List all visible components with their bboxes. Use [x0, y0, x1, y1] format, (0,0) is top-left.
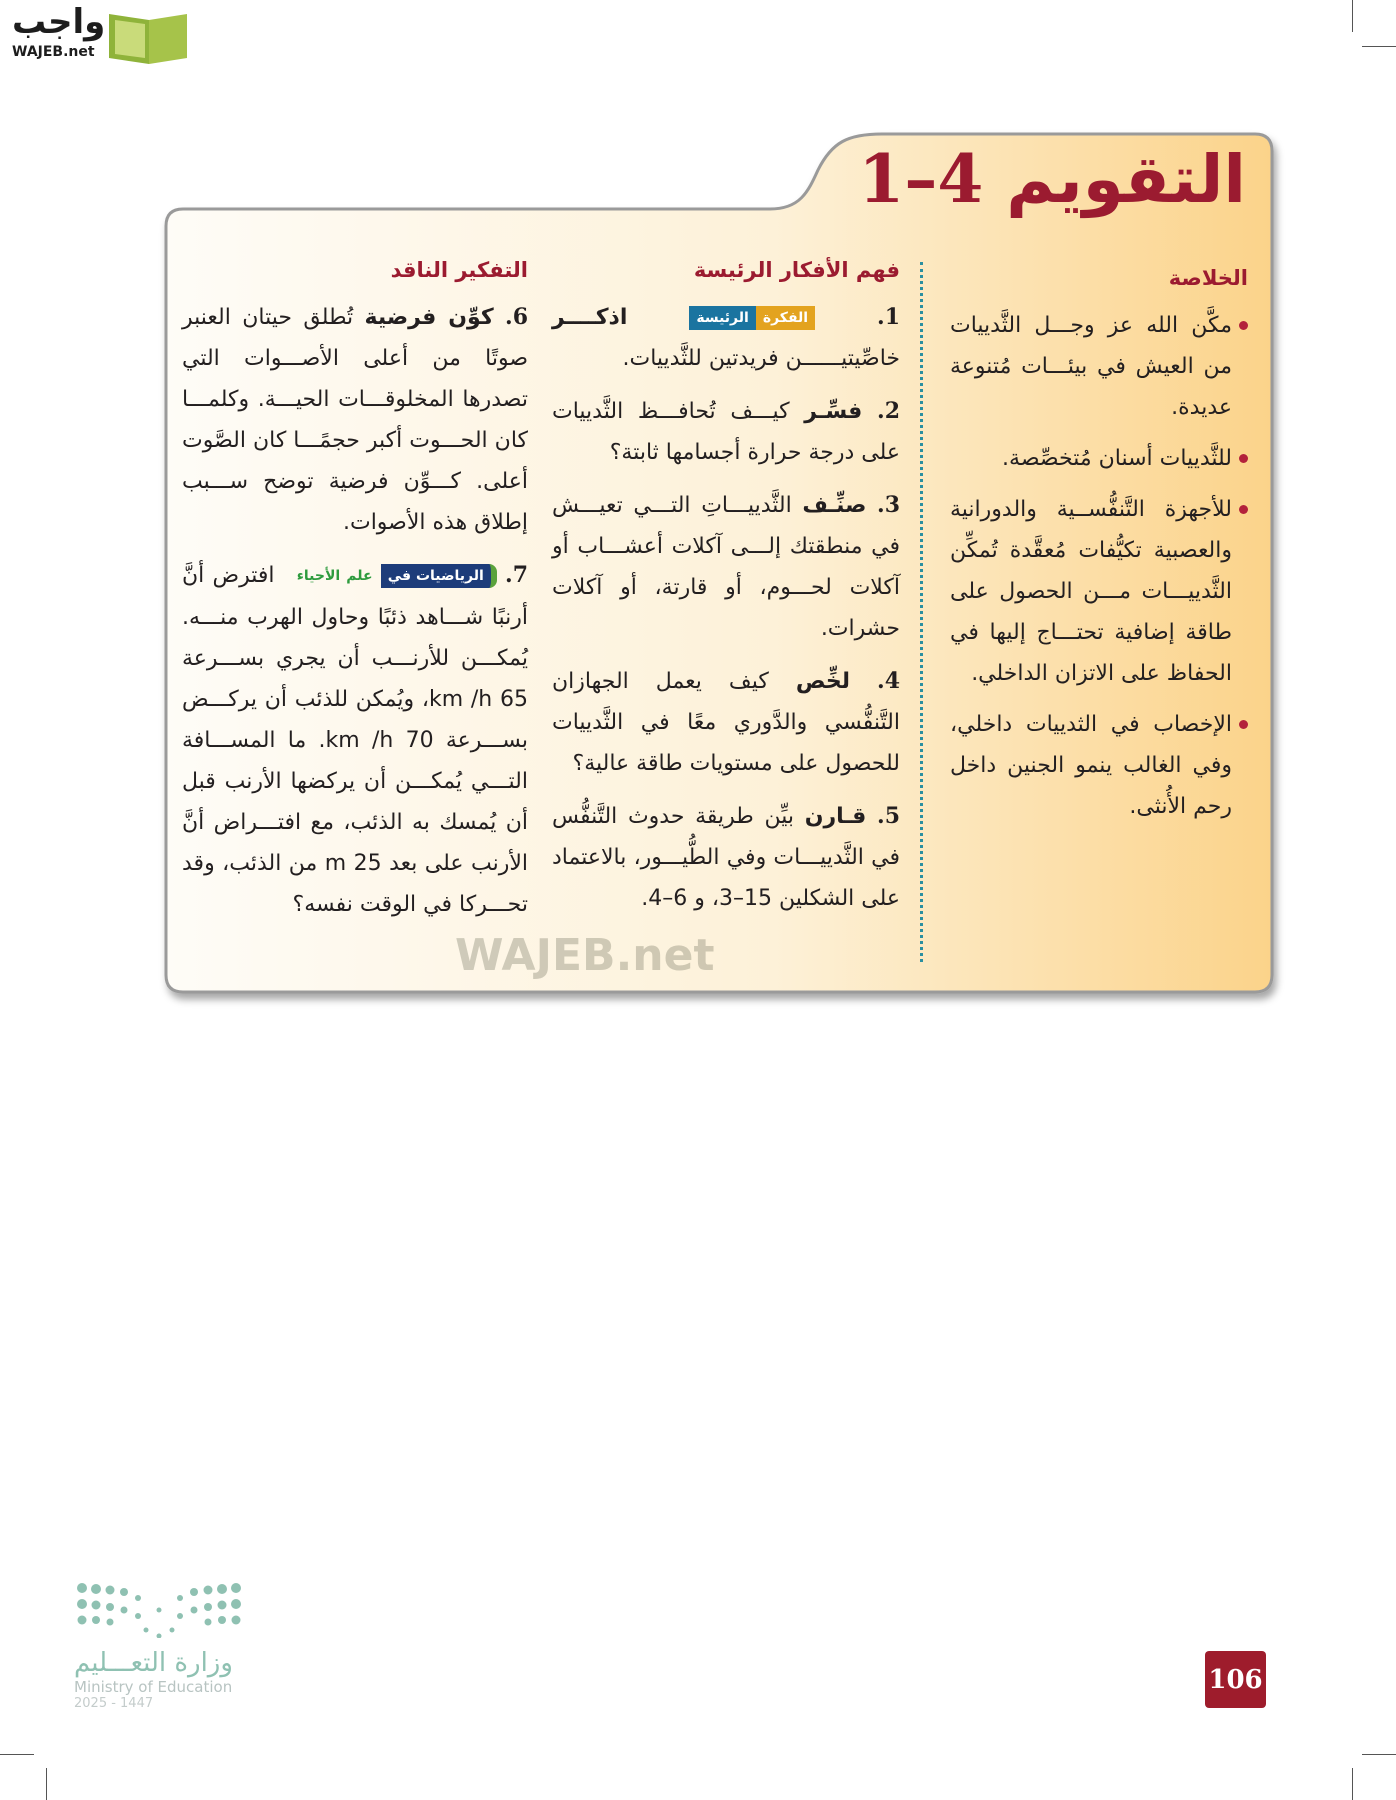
question-2: 2. فسِّـر كيـــف تُحافـــظ الثَّدييات على درجة حرارة أجسامها ثابتة؟: [552, 398, 900, 465]
bullet-icon: [1239, 454, 1248, 463]
summary-item: الإخصاب في الثدييات داخلي، وفي الغالب ينمو الجنين داخل رحم الأُنثى.: [950, 704, 1248, 827]
ministry-name-ar: وزارة التعـــليم: [74, 1648, 233, 1678]
summary-column: [950, 258, 1248, 837]
logo-arabic: واجب: [12, 2, 106, 42]
ministry-dots-icon: [74, 1580, 244, 1638]
critical-thinking-heading: التفكير الناقد: [390, 258, 528, 282]
summary-item: للثَّدييات أسنان مُتخصِّصة.: [950, 438, 1248, 479]
critical-thinking-column: [182, 250, 528, 937]
section-title: [858, 140, 1246, 218]
math-in-biology-badge: الرياضيات في: [381, 564, 497, 588]
crop-mark: [0, 1754, 34, 1755]
logo-latin: WAJEB.net: [12, 44, 95, 60]
page-number: 106: [1205, 1651, 1266, 1708]
question-1: 1. الفكرةالرئيسة اذكــــر خاصِّيتيــــــن فريدتين للثَّدييات.: [552, 304, 901, 371]
question-6: 6. كوِّن فرضية تُطلق حيتان العنبر صوتًا من أعلى الأصـــوات التي تصدرها المخلوقـــات الحيـــة. وكلمـــا كان الحـــوت أكبر حجمًـــا كان الصَّوت أعلى. كـــوِّن فرضية توضح ســـبب إطلاق هذه الأصوات.: [182, 304, 529, 535]
question-7: 7. الرياضيات في علم الأحياء افترض أنَّ أرنبًا شـــاهد ذئبًا وحاول الهرب منـــه. يُمكـــن للأرنـــب أن يجري بســـرعة 65 km /h، ويُمكن للذئب أن يركـــض بســـرعة 70 km /h. ما المســـافة التـــي يُمكـــن أن يركضها الأرنب قبل أن يُمسك به الذئب، مع افتـــراض أنَّ الأرنب على بعد 25 m من الذئب، وقد تحـــركا في الوقت نفسه؟: [182, 562, 529, 917]
main-ideas-column: [552, 250, 900, 931]
column-divider: [920, 262, 923, 962]
main-idea-badge: الفكرة: [756, 306, 815, 330]
bullet-icon: [1239, 505, 1248, 514]
edition-year: 2025 - 1447: [74, 1696, 154, 1711]
ministry-logo: [74, 1580, 254, 1711]
summary-item: مكَّن الله عز وجـــل الثَّدييات من العيش في بيئـــات مُتنوعة عديدة.: [950, 305, 1248, 428]
main-ideas-heading: فهم الأفكار الرئيسة: [693, 258, 900, 282]
summary-item: للأجهزة التَّنفُّســية والدورانية والعصبية تكيُّفات مُعقَّدة تُمكِّن الثَّدييـــات مـــن الحصول على طاقة إضافية تحتـــاج إليها في الحفاظ على الاتزان الداخلي.: [950, 489, 1248, 694]
title-number: 4–1: [858, 140, 984, 218]
main-idea-badge-2: الرئيسة: [689, 306, 755, 330]
ministry-name-en: Ministry of Education: [74, 1678, 233, 1696]
question-4: 4. لخِّص كيف يعمل الجهازان التَّنفُّسي والدَّوري معًا في الثَّدييات للحصول على مستويات طاقة عالية؟: [552, 668, 900, 776]
watermark: WAJEB.net: [455, 930, 715, 981]
question-5: 5. قـارن بيِّن طريقة حدوث التَّنفُّس في الثَّدييـــات وفي الطُّيـــور، بالاعتماد على الشكلين 15–3، و 6–4.: [552, 803, 900, 911]
bullet-icon: [1239, 321, 1248, 330]
crop-mark: [1352, 1768, 1353, 1800]
crop-mark: [46, 1768, 47, 1800]
title-word: التقويم: [1006, 141, 1246, 218]
question-3: 3. صنِّـف الثَّدييـــاتِ التـــي تعيـــش في منطقتك إلـــى آكلات أعشـــاب أو آكلات لحـــوم، أو قارتة، أو آكلات حشرات.: [552, 492, 901, 641]
crop-mark: [1362, 1754, 1396, 1755]
bullet-icon: [1239, 720, 1248, 729]
summary-heading: الخلاصة: [1168, 266, 1248, 290]
math-in-biology-subject: علم الأحياء: [296, 567, 373, 584]
